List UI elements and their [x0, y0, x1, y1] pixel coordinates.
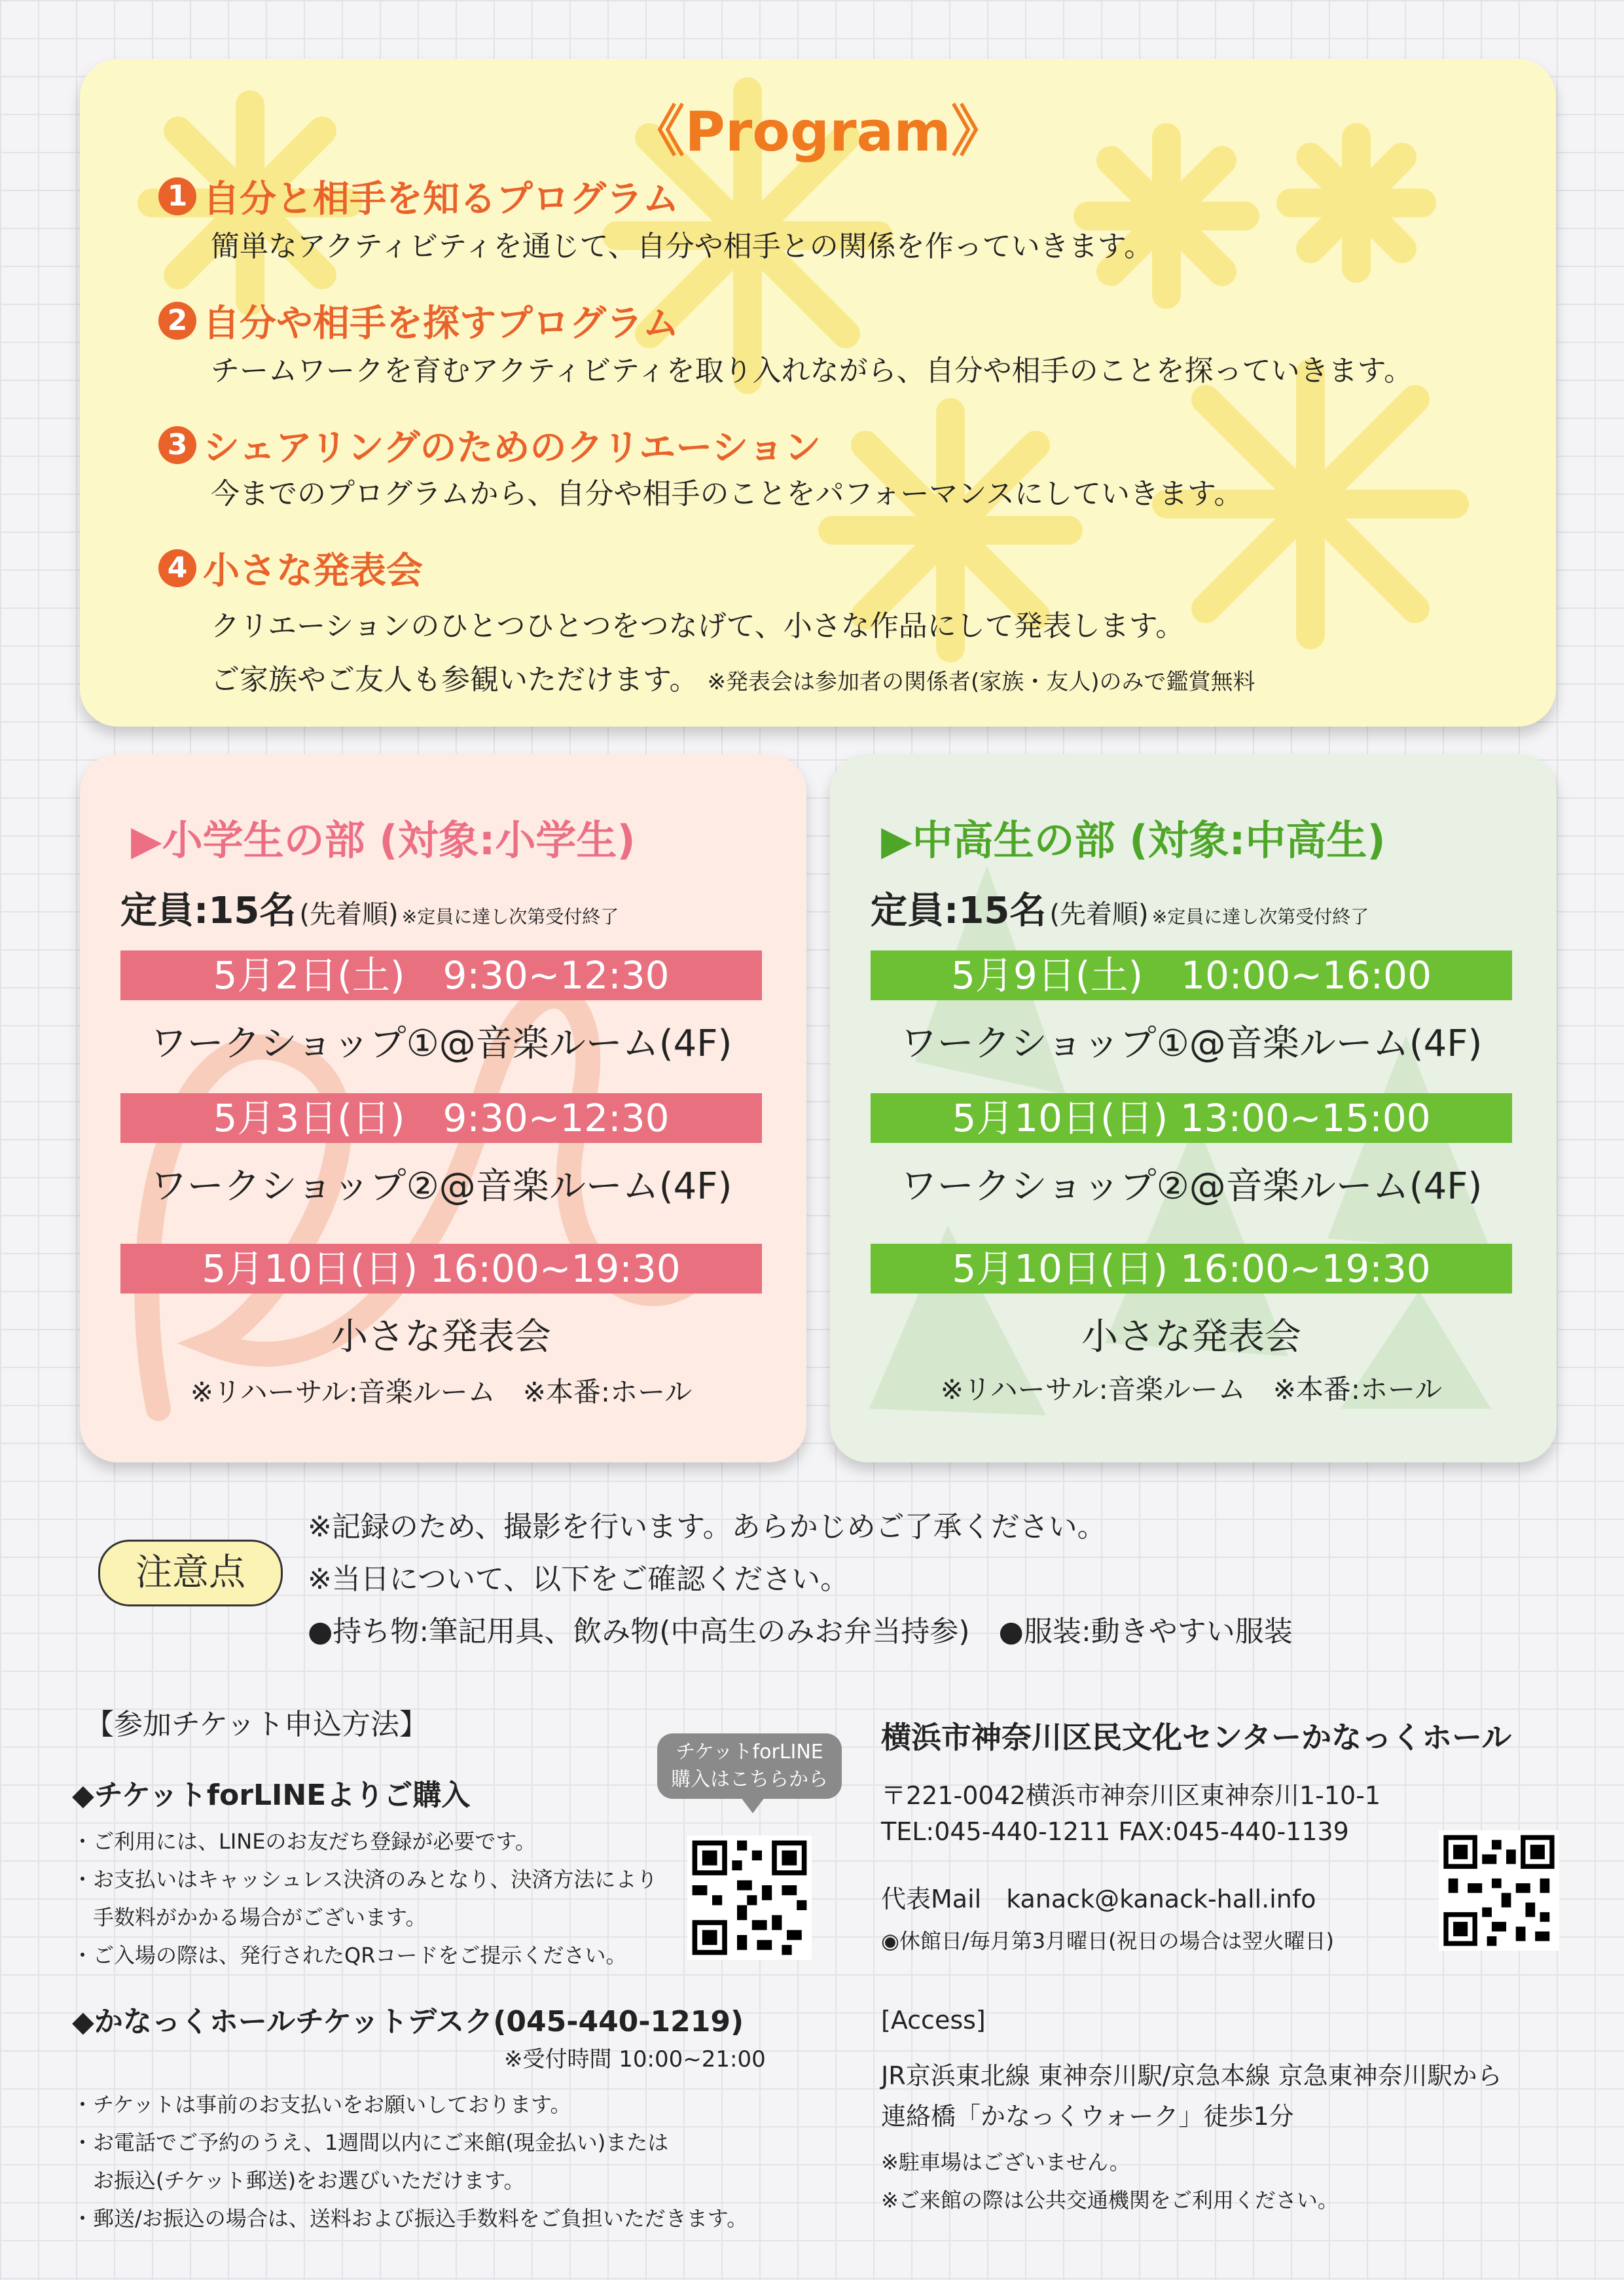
program-title: 《Program》 — [630, 100, 1006, 164]
venue-tel: TEL:045-440-1211 FAX:045-440-1139 — [881, 1817, 1349, 1846]
program-item-desc2-text: ご家族やご友人も参観いただけます。 — [211, 663, 698, 697]
capacity-order: (先着順) — [299, 899, 399, 930]
desk-ticket-heading: ◆かなっくホールチケットデスク(045-440-1219) — [72, 2005, 744, 2038]
ticket-heading: 【参加チケット申込方法】 — [85, 1708, 429, 1741]
desk-hours: ※受付時間 10:00~21:00 — [504, 2046, 766, 2072]
notes-badge: 注意点 — [98, 1540, 283, 1606]
line-ticket-item: 手数料がかかる場合がございます。 — [72, 1905, 427, 1930]
bubble-line: 購入はこちらから — [671, 1768, 828, 1791]
venue-address: 〒221-0042横浜市神奈川区東神奈川1-10-1 — [881, 1781, 1381, 1810]
session-date-bar: 5月9日(土) 10:00~16:00 — [871, 950, 1512, 1000]
capacity — [120, 882, 619, 934]
program-item-4 — [158, 542, 423, 594]
program-item-heading: シェアリングのためのクリエーション — [203, 427, 821, 469]
session-venue: ワークショップ①@音楽ルーム(4F) — [900, 1022, 1483, 1065]
session-note: ※リハーサル:音楽ルーム ※本番:ホール — [190, 1376, 693, 1408]
session-venue: 小さな発表会 — [1081, 1316, 1301, 1358]
program-item-desc2-note: ※発表会は参加者の関係者(家族・友人)のみで鑑賞無料 — [707, 669, 1255, 695]
program-item-desc: チームワークを育むアクティビティを取り入れながら、自分や相手のことを探っていきます。 — [211, 354, 1413, 388]
line-ticket-item: ・ご利用には、LINEのお友だち登録が必要です。 — [72, 1829, 536, 1854]
program-item-heading: 自分や相手を探すプログラム — [203, 302, 679, 345]
card-title: ▶中高生の部 (対象:中高生) — [881, 816, 1386, 864]
access-line: JR京浜東北線 東神奈川駅/京急本線 京急東神奈川駅から — [881, 2061, 1502, 2090]
desk-ticket-item: ・お電話でご予約のうえ、1週間以内にご来館(現金払い)または — [72, 2130, 669, 2155]
session-date-bar: 5月10日(日) 13:00~15:00 — [871, 1093, 1512, 1143]
notes-line: ※当日について、以下をご確認ください。 — [308, 1563, 850, 1596]
venue-name: 横浜市神奈川区民文化センターかなっくホール — [881, 1720, 1512, 1755]
session-venue: ワークショップ②@音楽ルーム(4F) — [150, 1165, 732, 1208]
desk-ticket-item: ・チケットは事前のお支払いをお願いしております。 — [72, 2092, 571, 2117]
venue-closed: ◉休館日/毎月第3月曜日(祝日の場合は翌火曜日) — [881, 1928, 1335, 1953]
program-box — [80, 59, 1556, 727]
desk-ticket-item: お振込(チケット郵送)をお選びいただけます。 — [72, 2168, 525, 2193]
session-note: ※リハーサル:音楽ルーム ※本番:ホール — [940, 1373, 1443, 1405]
program-item-desc: 簡単なアクティビティを通じて、自分や相手との関係を作っていきます。 — [211, 230, 1153, 263]
session-venue: ワークショップ①@音楽ルーム(4F) — [150, 1022, 732, 1065]
venue-mail[interactable]: 代表Mail kanack@kanack-hall.info — [881, 1885, 1316, 1913]
line-ticket-qr-code[interactable] — [687, 1836, 812, 1960]
line-ticket-item: ・お支払いはキャッシュレス決済のみとなり、決済方法により — [72, 1867, 658, 1892]
program-item-heading: 小さな発表会 — [203, 550, 423, 592]
high-school-session-card — [830, 754, 1557, 1462]
session-date-bar: 5月3日(日) 9:30~12:30 — [120, 1093, 762, 1143]
notes-line: ●持ち物:筆記用具、飲み物(中高生のみお弁当持参) ●服装:動きやすい服装 — [308, 1615, 1293, 1648]
capacity-note: ※定員に達し次第受付終了 — [401, 906, 619, 928]
bubble-tail — [741, 1798, 765, 1813]
line-ticket-bubble — [657, 1733, 842, 1799]
capacity-note: ※定員に達し次第受付終了 — [1151, 906, 1369, 928]
session-date-bar: 5月10日(日) 16:00~19:30 — [871, 1244, 1512, 1294]
session-date-bar: 5月2日(土) 9:30~12:30 — [120, 950, 762, 1000]
capacity — [871, 882, 1369, 934]
number-badge: 4 — [158, 549, 196, 587]
program-item-desc: 今までのプログラムから、自分や相手のことをパフォーマンスにしていきます。 — [211, 477, 1243, 511]
bubble-line: チケットforLINE — [676, 1741, 823, 1764]
capacity-order: (先着順) — [1049, 899, 1149, 930]
access-note: ※ご来館の際は公共交通機関をご利用ください。 — [881, 2188, 1339, 2213]
access-heading: [Access] — [881, 2006, 986, 2035]
number-badge: 3 — [158, 426, 196, 464]
capacity-count: 定員:15名 — [120, 890, 297, 932]
desk-ticket-item: ・郵送/お振込の場合は、送料および振込手数料をご負担いただきます。 — [72, 2206, 748, 2231]
access-note: ※駐車場はございません。 — [881, 2150, 1130, 2175]
session-venue: 小さな発表会 — [331, 1316, 551, 1358]
session-venue: ワークショップ②@音楽ルーム(4F) — [900, 1165, 1483, 1208]
notes-line: ※記録のため、撮影を行います。あらかじめご了承ください。 — [308, 1510, 1106, 1544]
program-item-heading: 自分と相手を知るプログラム — [203, 178, 679, 221]
access-line: 連絡橋「かなっくウォーク」徒歩1分 — [881, 2102, 1294, 2131]
session-date-bar: 5月10日(日) 16:00~19:30 — [120, 1244, 762, 1294]
line-ticket-heading: ◆チケットforLINEよりご購入 — [72, 1779, 471, 1812]
program-item-3 — [158, 419, 821, 471]
venue-qr-code[interactable] — [1439, 1830, 1559, 1951]
program-item-1 — [158, 170, 679, 223]
number-badge: 1 — [158, 177, 196, 215]
program-item-desc: クリエーションのひとつひとつをつなげて、小さな作品にして発表します。 — [211, 609, 1185, 643]
line-ticket-item: ・ご入場の際は、発行されたQRコードをご提示ください。 — [72, 1943, 627, 1968]
program-item-desc-2 — [211, 656, 1255, 698]
number-badge: 2 — [158, 302, 196, 340]
card-title: ▶小学生の部 (対象:小学生) — [131, 816, 636, 864]
program-item-2 — [158, 295, 679, 347]
elementary-session-card — [80, 754, 806, 1462]
capacity-count: 定員:15名 — [871, 890, 1047, 932]
